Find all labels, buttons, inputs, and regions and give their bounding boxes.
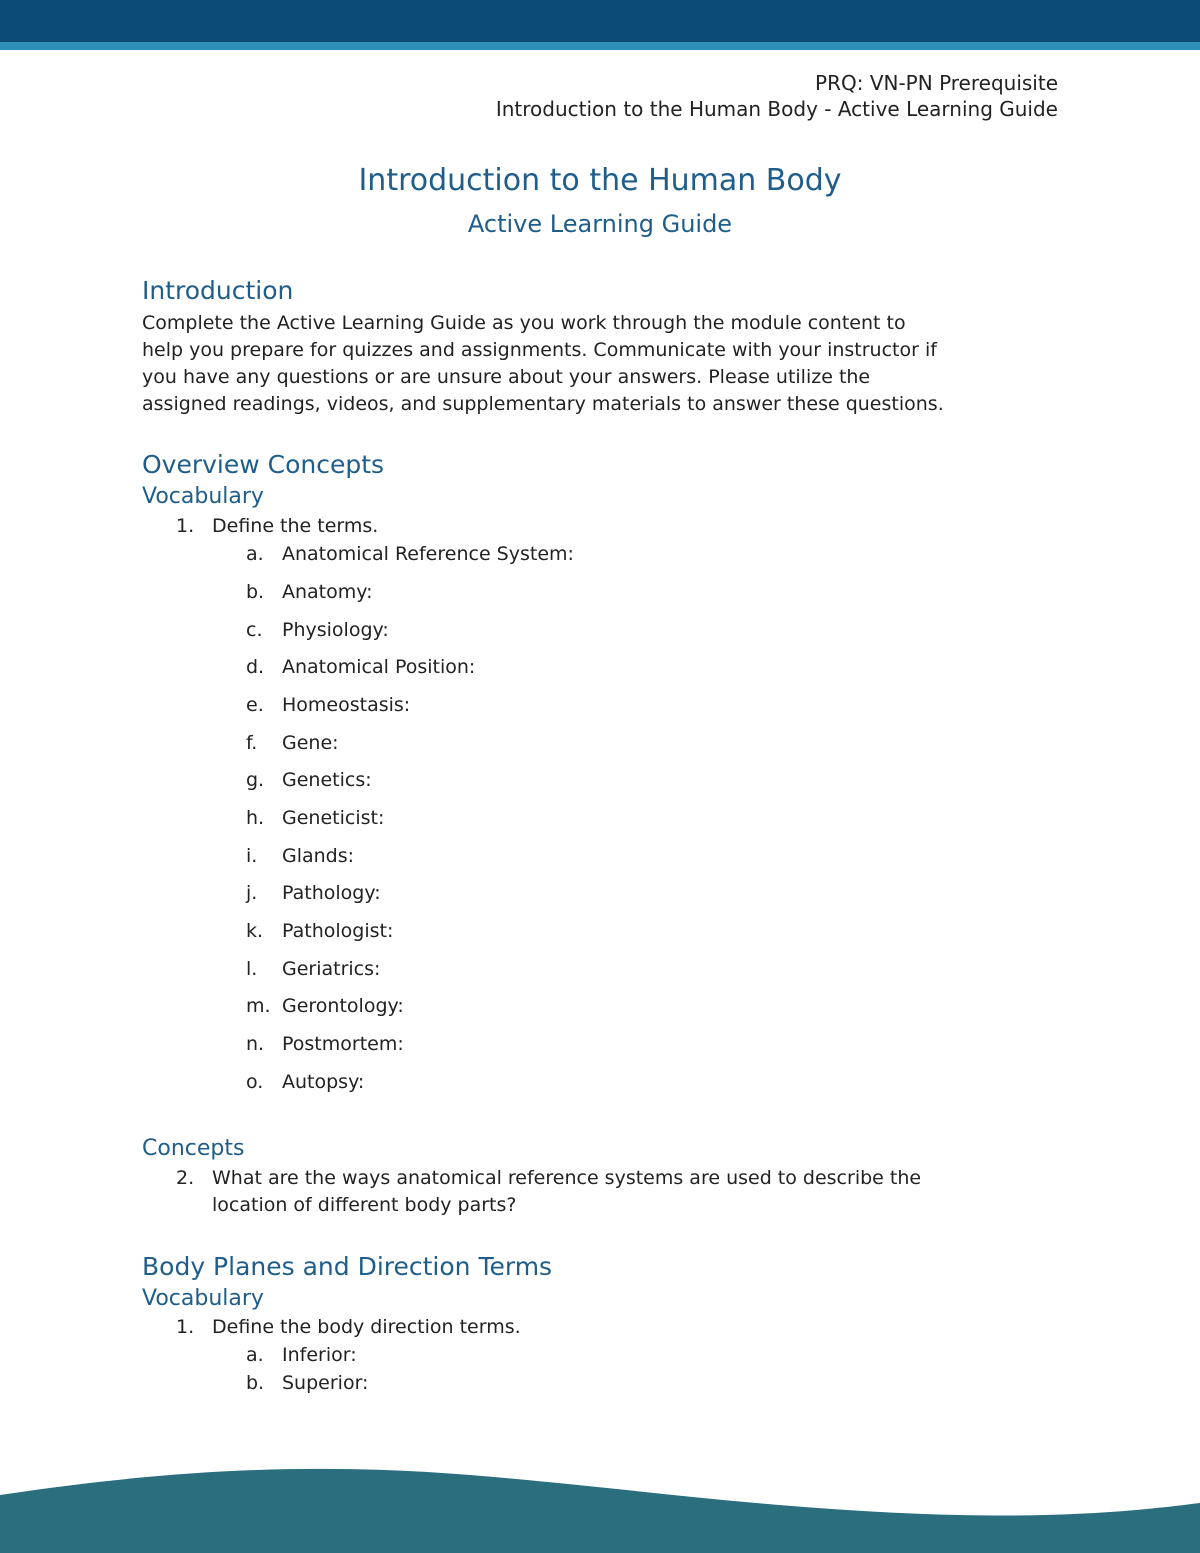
term-item — [246, 692, 410, 719]
intro-line: assigned readings, videos, and supplementary materials to answer these questions. — [142, 393, 944, 415]
term-item — [246, 1342, 357, 1369]
question-number: 2. — [176, 1167, 195, 1189]
term-item — [246, 654, 475, 681]
term-item — [246, 918, 393, 945]
intro-line: Complete the Active Learning Guide as you work through the module content to — [142, 312, 906, 334]
question-text: Define the terms. — [212, 515, 379, 537]
question-text: Define the body direction terms. — [212, 1316, 521, 1338]
header-document: Introduction to the Human Body - Active Learning Guide — [495, 97, 1058, 121]
term-text: Geneticist: — [282, 807, 385, 829]
term-item — [246, 617, 389, 644]
body-planes-vocab-heading: Vocabulary — [142, 1286, 264, 1311]
concepts-heading: Concepts — [142, 1136, 245, 1161]
term-letter: n. — [246, 1033, 265, 1055]
term-text: Anatomical Reference System: — [282, 543, 574, 565]
term-letter: l. — [246, 958, 258, 980]
term-text: Anatomy: — [282, 581, 373, 603]
term-item — [246, 730, 339, 757]
term-letter: k. — [246, 920, 264, 942]
term-item — [246, 1069, 364, 1096]
term-item — [246, 805, 384, 832]
overview-vocab-heading: Vocabulary — [142, 484, 264, 509]
term-text: Postmortem: — [282, 1033, 404, 1055]
intro-line: you have any questions or are unsure about your answers. Please utilize the — [142, 366, 871, 388]
term-text: Anatomical Position: — [282, 656, 476, 678]
question-2 — [176, 1165, 921, 1192]
term-letter: j. — [246, 882, 258, 904]
term-text: Glands: — [282, 845, 355, 867]
term-text: Gerontology: — [282, 995, 404, 1017]
term-text: Pathologist: — [282, 920, 394, 942]
term-text: Autopsy: — [282, 1071, 365, 1093]
term-text: Superior: — [282, 1372, 369, 1394]
top-banner-dark — [0, 0, 1200, 42]
term-text: Pathology: — [282, 882, 381, 904]
term-text: Genetics: — [282, 769, 372, 791]
term-item — [246, 993, 404, 1020]
overview-heading: Overview Concepts — [142, 450, 385, 479]
top-banner — [0, 0, 1200, 50]
term-text: Homeostasis: — [282, 694, 411, 716]
term-item — [246, 843, 354, 870]
wave-shape — [0, 1469, 1200, 1553]
top-banner-light — [0, 42, 1200, 50]
question-number: 1. — [176, 515, 195, 537]
question-number: 1. — [176, 1316, 195, 1338]
term-item — [246, 1370, 368, 1397]
term-letter: i. — [246, 845, 258, 867]
term-letter: h. — [246, 807, 265, 829]
term-letter: b. — [246, 1372, 265, 1394]
bottom-wave-decoration — [0, 1463, 1200, 1553]
term-letter: f. — [246, 732, 258, 754]
body-planes-question-1 — [176, 1314, 521, 1341]
term-text: Inferior: — [282, 1344, 357, 1366]
introduction-paragraph — [142, 310, 1072, 418]
term-letter: c. — [246, 619, 263, 641]
term-item — [246, 956, 380, 983]
question-1 — [176, 513, 378, 540]
header-course: PRQ: VN-PN Prerequisite — [815, 71, 1058, 95]
term-letter: b. — [246, 581, 265, 603]
term-letter: m. — [246, 995, 271, 1017]
page-header — [496, 70, 1058, 122]
term-item — [246, 579, 373, 606]
term-letter: a. — [246, 543, 264, 565]
term-item — [246, 880, 381, 907]
introduction-heading: Introduction — [142, 276, 294, 305]
term-text: Physiology: — [282, 619, 389, 641]
intro-line: help you prepare for quizzes and assignments. Communicate with your instructor if — [142, 339, 937, 361]
question-2-continued: location of different body parts? — [212, 1194, 517, 1216]
question-text: What are the ways anatomical reference systems are used to describe the — [212, 1167, 922, 1189]
term-letter: e. — [246, 694, 264, 716]
term-letter: o. — [246, 1071, 264, 1093]
body-planes-heading: Body Planes and Direction Terms — [142, 1252, 553, 1281]
term-text: Gene: — [282, 732, 339, 754]
page-subtitle: Active Learning Guide — [467, 210, 733, 238]
term-letter: g. — [246, 769, 265, 791]
term-text: Geriatrics: — [282, 958, 381, 980]
term-item — [246, 541, 574, 568]
term-item — [246, 767, 372, 794]
term-letter: d. — [246, 656, 265, 678]
page-title: Introduction to the Human Body — [358, 163, 842, 198]
term-item — [246, 1031, 404, 1058]
term-letter: a. — [246, 1344, 264, 1366]
